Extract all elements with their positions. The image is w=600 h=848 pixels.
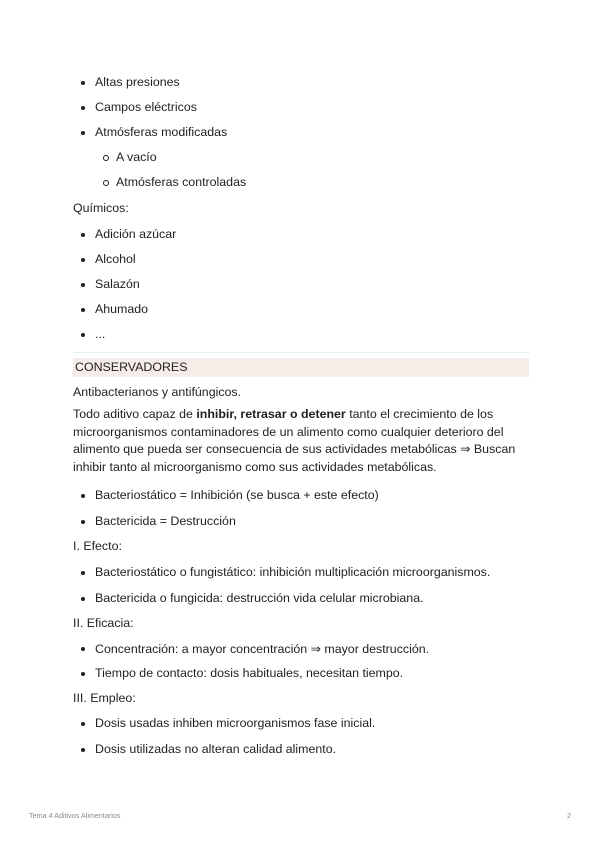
sub-list-item: A vacío (116, 150, 157, 164)
definition-bold: inhibir, retrasar o detener (196, 407, 346, 421)
definition-post: tanto el crecimiento de los microorganismos contaminadores de un alimento como cualquier deterioro del alimento que pueda ser consecuencia de sus actividades metabólicas ⇒ Buscan inhibir tanto al microorganismo como sus actividades metabólicas. (73, 407, 516, 474)
section-callout (73, 358, 529, 377)
use-heading: III. Empleo: (73, 691, 136, 705)
list-item: Atmósferas modificadas (95, 125, 228, 139)
list-item: Concentración: a mayor concentración ⇒ mayor destrucción. (95, 642, 430, 656)
section-title: CONSERVADORES (75, 360, 188, 374)
list-item: Alcohol (95, 252, 136, 266)
list-item: Tiempo de contacto: dosis habituales, necesitan tiempo. (95, 666, 404, 680)
footer-title: Tema 4 Aditivos Alimentarios (29, 811, 121, 820)
list-item: Salazón (95, 277, 140, 291)
list-item: Bactericida o fungicida: destrucción vida celular microbiana. (95, 591, 424, 605)
efficacy-heading: II. Eficacia: (73, 616, 134, 630)
list-item: Campos eléctricos (95, 100, 197, 114)
divider (73, 352, 529, 353)
list-item: Ahumado (95, 302, 149, 316)
list-item: Bacteriostático = Inhibición (se busca + este efecto) (95, 488, 379, 502)
definition-paragraph (73, 406, 533, 476)
sub-list-item: Atmósferas controladas (116, 175, 247, 189)
list-item: Altas presiones (95, 75, 180, 89)
effect-heading: I. Efecto: (73, 539, 122, 553)
list-item: Bacteriostático o fungistático: inhibición multiplicación microorganismos. (95, 565, 491, 579)
subtitle: Antibacterianos y antifúngicos. (73, 385, 242, 399)
footer-page-number: 2 (567, 811, 571, 820)
list-item: Bactericida = Destrucción (95, 514, 236, 528)
list-item: Dosis usadas inhiben microorganismos fase inicial. (95, 716, 376, 730)
list-item: ... (95, 327, 106, 341)
list-item: Adición azúcar (95, 227, 177, 241)
chemicals-heading: Químicos: (73, 201, 129, 215)
list-item: Dosis utilizadas no alteran calidad alimento. (95, 742, 337, 756)
definition-pre: Todo aditivo capaz de (73, 407, 197, 421)
